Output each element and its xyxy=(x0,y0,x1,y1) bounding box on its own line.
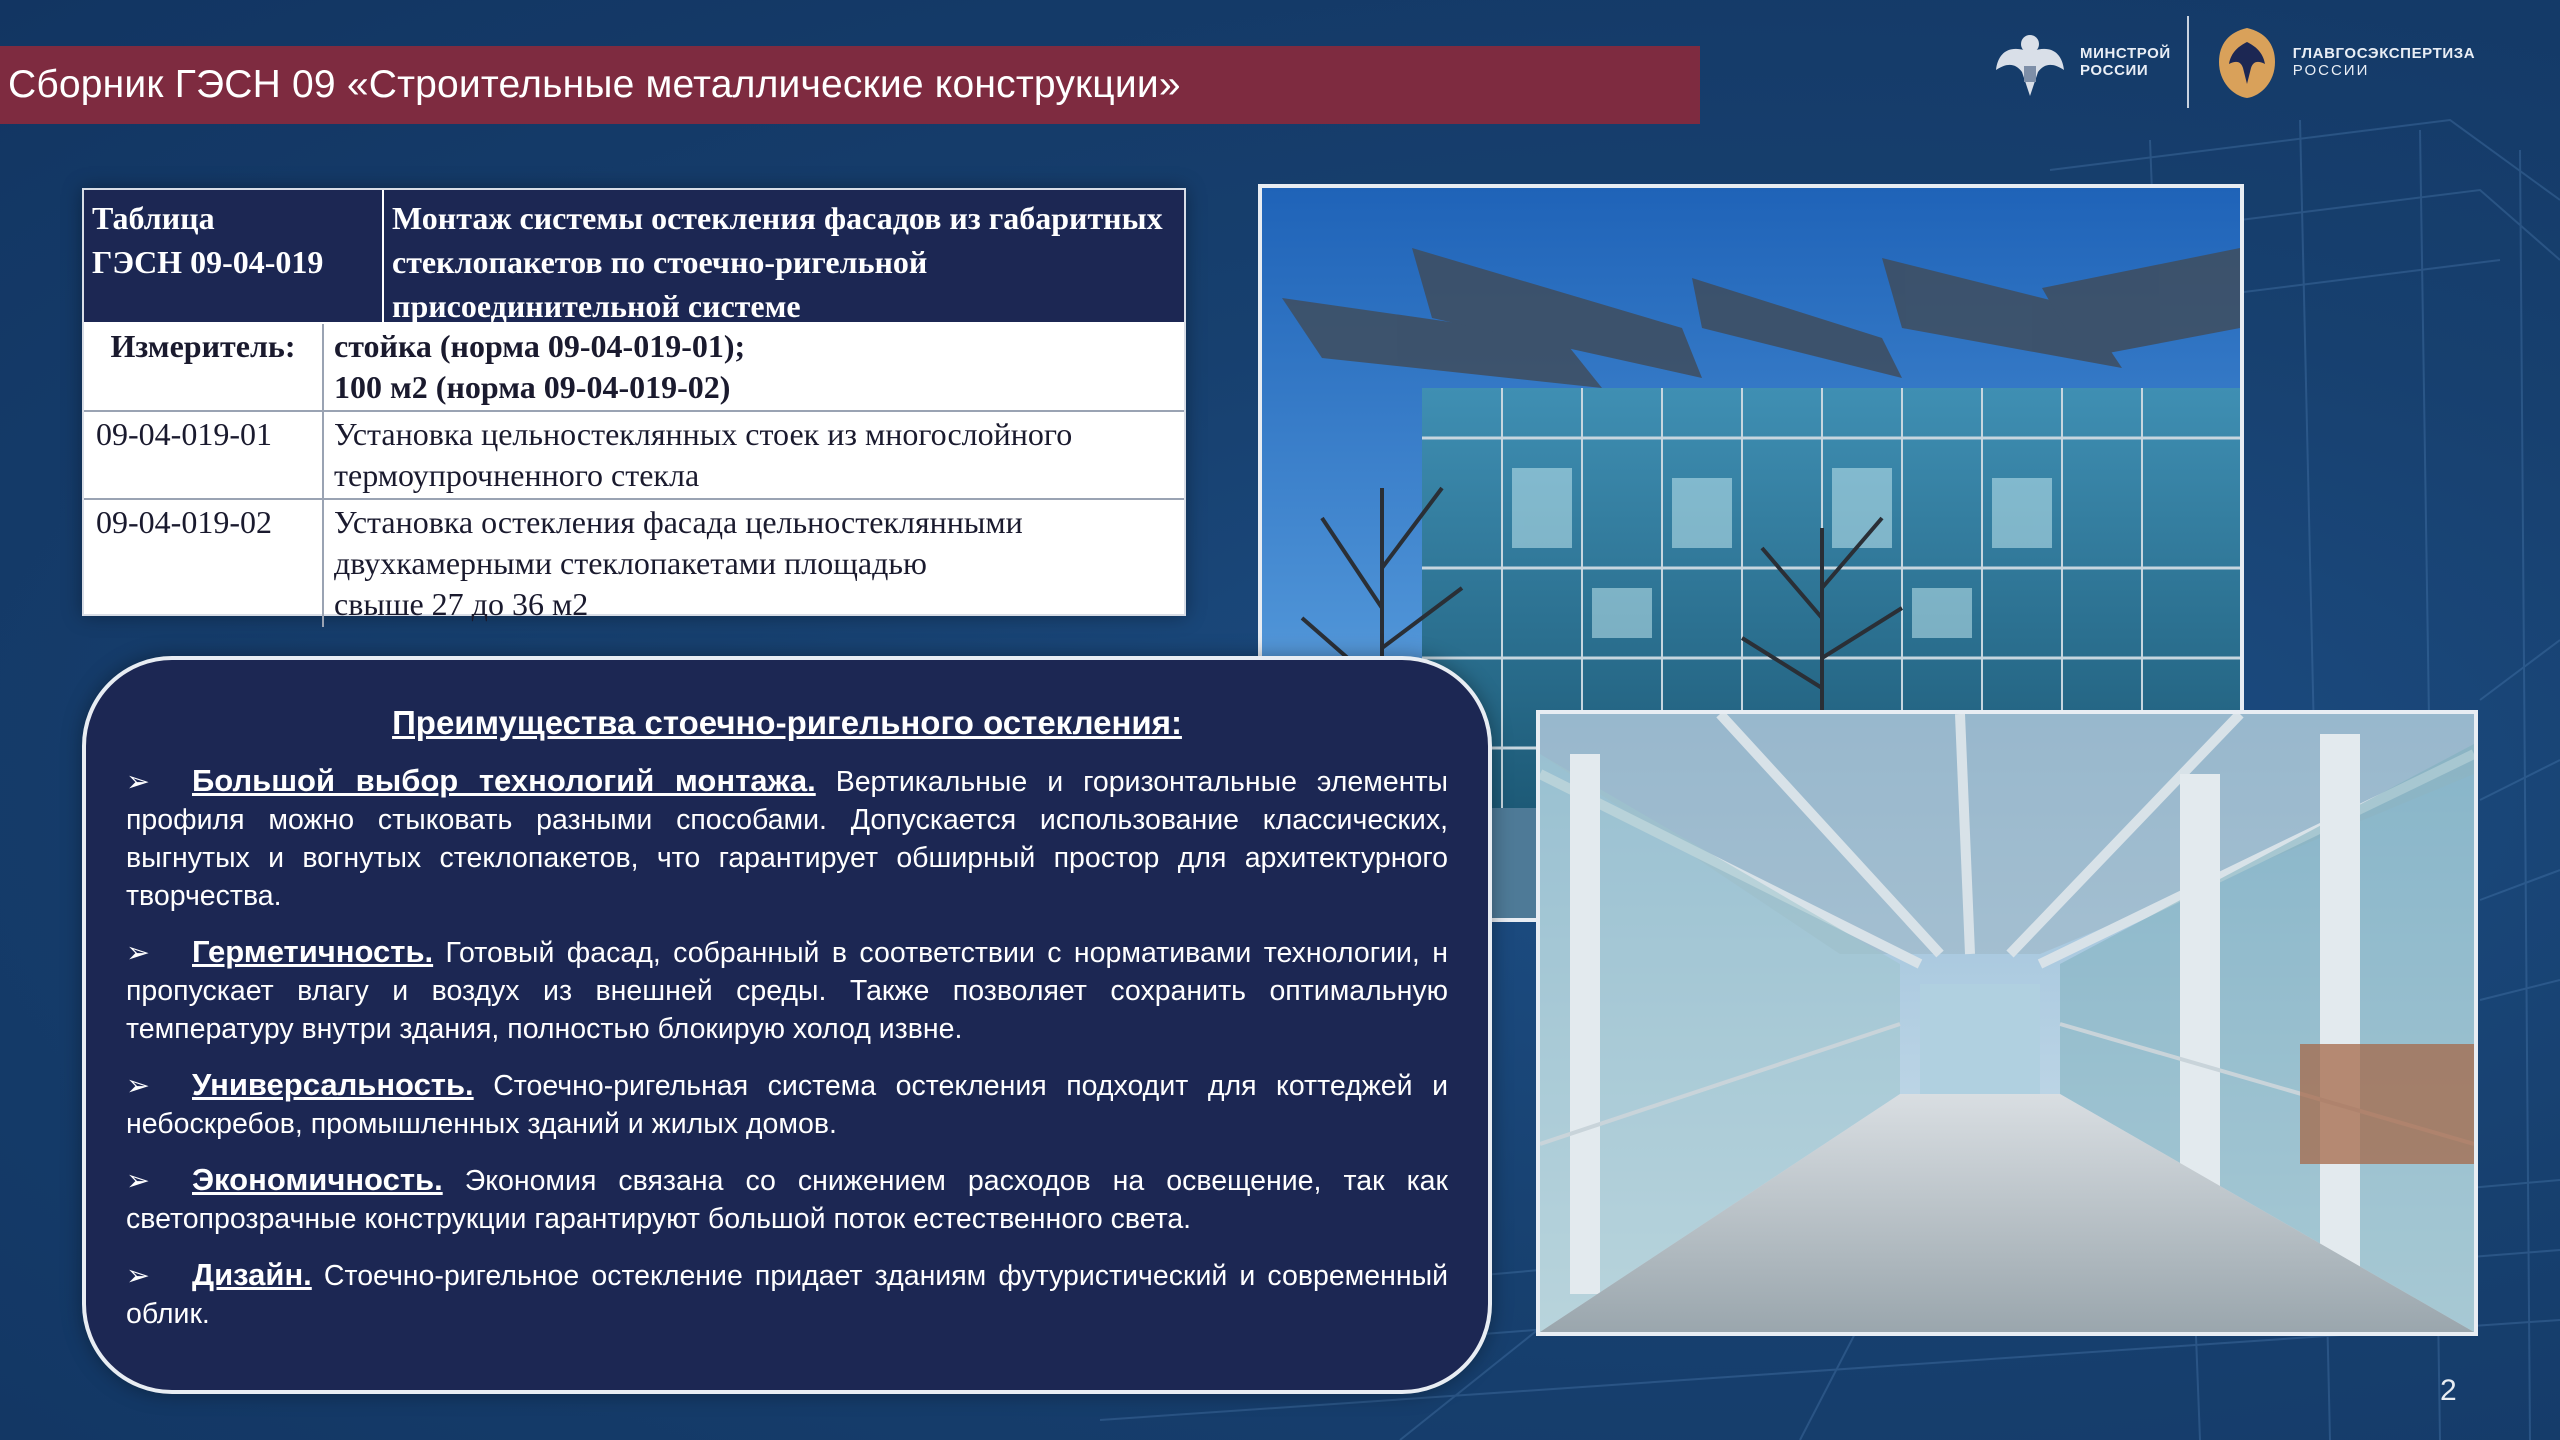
advantage-text: Стоечно-ригельное остекление придает зданиям футуристический и современный облик. xyxy=(126,1260,1448,1330)
measure-label: Измеритель: xyxy=(84,324,324,410)
glavgosexpertiza-emblem-icon xyxy=(2211,22,2283,102)
minstroy-line2: РОССИИ xyxy=(2080,62,2149,79)
norm-table-title: Монтаж системы остекления фасадов из габаритных стеклопакетов по стоечно-ригельной присоединительной системе xyxy=(392,200,1163,324)
advantage-title: Экономичность. xyxy=(192,1162,443,1197)
norm-table-code: ГЭСН 09-04-019 xyxy=(92,244,324,280)
minstroy-line1: МИНСТРОЙ xyxy=(2080,45,2171,62)
measure-line-1: стойка (норма 09-04-019-01); xyxy=(334,328,746,364)
measure-value xyxy=(324,324,1184,410)
bullet-arrow-icon: ➢ xyxy=(126,1165,150,1197)
norm-description-line: свыше 27 до 36 м2 xyxy=(334,586,589,622)
advantage-text: Стоечно-ригельная система остекления подходит для коттеджей и небоскребов, промышленных зданий и жилых домов. xyxy=(126,1070,1448,1140)
advantages-heading: Преимущества стоечно-ригельного остекления: xyxy=(392,704,1182,741)
header-logos xyxy=(1990,14,2475,110)
glavgosexpertiza-logo xyxy=(2211,22,2475,102)
advantage-title: Универсальность. xyxy=(192,1067,474,1102)
bullet-arrow-icon: ➢ xyxy=(126,937,150,969)
bullet-arrow-icon: ➢ xyxy=(126,1070,150,1102)
norm-table-measure-row xyxy=(84,324,1184,412)
norm-table xyxy=(82,188,1186,622)
bullet-arrow-icon: ➢ xyxy=(126,1260,150,1292)
glavgosexpertiza-line1: ГЛАВГОСЭКСПЕРТИЗА xyxy=(2292,45,2476,62)
advantage-item xyxy=(126,762,1448,915)
minstroy-logo xyxy=(1990,22,2171,102)
glass-walkway-photo xyxy=(1536,710,2478,1336)
advantage-title: Герметичность. xyxy=(192,934,434,969)
advantage-item xyxy=(126,933,1448,1048)
norm-table-header xyxy=(84,190,1184,324)
eagle-emblem-icon xyxy=(1990,22,2070,102)
table-row xyxy=(84,500,1184,627)
advantages-panel xyxy=(82,656,1492,1394)
norm-code: 09-04-019-02 xyxy=(84,500,324,627)
advantage-title: Дизайн. xyxy=(192,1257,312,1292)
advantage-item xyxy=(126,1161,1448,1238)
advantage-item xyxy=(126,1256,1448,1333)
slide-title: Сборник ГЭСН 09 «Строительные металлические конструкции» xyxy=(8,63,1181,106)
measure-line-2: 100 м2 (норма 09-04-019-02) xyxy=(334,369,731,405)
norm-code: 09-04-019-01 xyxy=(84,412,324,498)
glavgosexpertiza-line2: РОССИИ xyxy=(2292,62,2370,79)
norm-table-id-cell xyxy=(84,190,384,322)
advantage-text: Вертикальные и горизонтальные элементы профиля можно стыковать разными способами. Допускается использование классических, выгнутых и вогнутых стеклопакетов, что гарантирует обширный простор для архитектурного творчества. xyxy=(126,766,1449,912)
table-row xyxy=(84,412,1184,500)
norm-description-line: термоупрочненного стекла xyxy=(334,457,700,493)
norm-description xyxy=(324,412,1184,498)
bullet-arrow-icon: ➢ xyxy=(126,766,150,798)
advantage-text: Готовый фасад, собранный в соответствии с нормативами технологии, н пропускает влагу и воздух из внешней среды. Также позволяет сохранить оптимальную температуру внутри здания, полностью блокирую холод извне. xyxy=(126,937,1448,1045)
page-number: 2 xyxy=(2440,1374,2457,1407)
advantage-item xyxy=(126,1066,1448,1143)
slide-title-bar xyxy=(0,46,1700,124)
advantage-title: Большой выбор технологий монтажа. xyxy=(192,763,816,798)
norm-description xyxy=(324,500,1184,627)
norm-description-line: Установка остекления фасада цельностеклянными xyxy=(334,504,1023,540)
norm-description-line: Установка цельностеклянных стоек из многослойного xyxy=(334,416,1073,452)
logo-divider xyxy=(2187,16,2189,108)
norm-table-label: Таблица xyxy=(92,200,215,236)
norm-description-line: двухкамерными стеклопакетами площадью xyxy=(334,545,927,581)
advantage-text: Экономия связана со снижением расходов на освещение, так как светопрозрачные конструкции гарантируют большой поток естественного света. xyxy=(126,1165,1448,1235)
